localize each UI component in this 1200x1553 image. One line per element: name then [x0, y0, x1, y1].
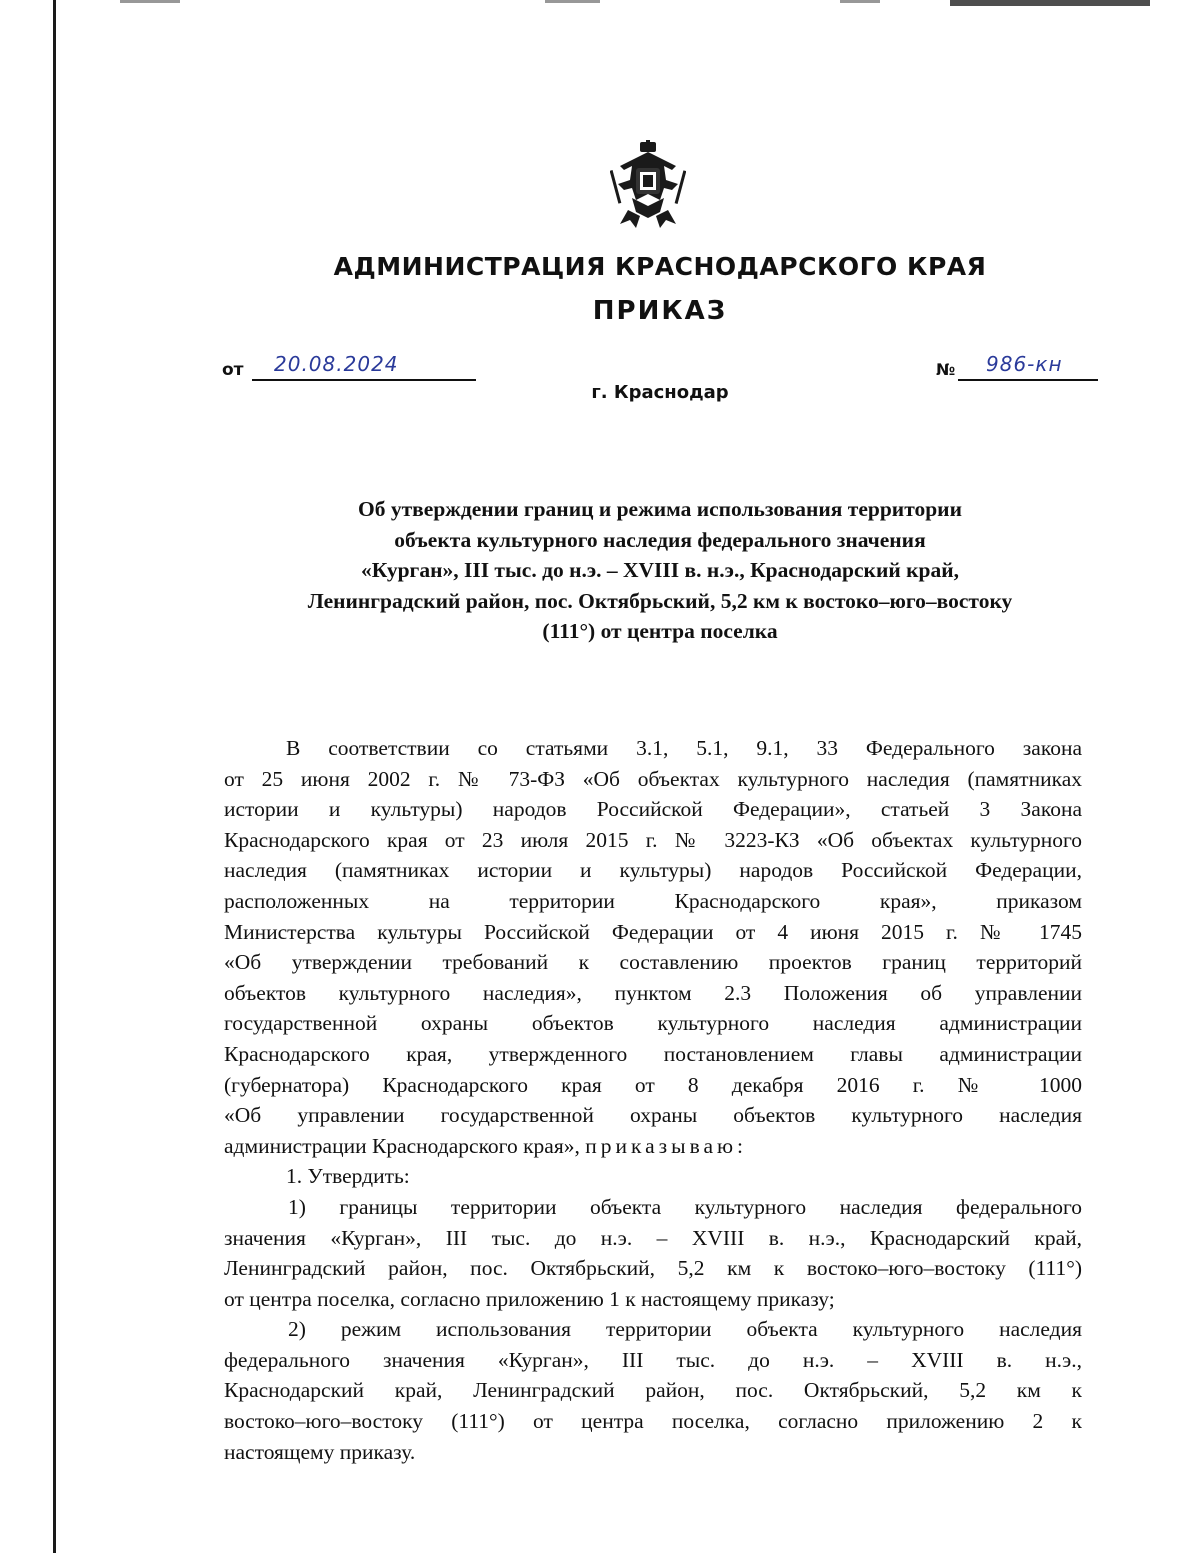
subject-line: (111°) от центра поселка [542, 619, 778, 643]
body-line: объектов культурного наследия», пунктом 2.3 Положения об управлении [224, 980, 1082, 1005]
body-line: «Об управлении государственной охраны объектов культурного наследия [224, 1103, 1082, 1128]
sub-item-1-line: Ленинградский район, пос. Октябрьский, 5,2 км к востоко–юго–востоку (111°) [224, 1256, 1082, 1281]
date-field [252, 352, 476, 381]
date-value: 20.08.2024 [274, 352, 399, 376]
scan-edge [53, 0, 56, 1553]
order-word: приказываю: [585, 1133, 748, 1158]
body-line: (губернатора) Краснодарского края от 8 декабря 2016 г. № 1000 [224, 1072, 1082, 1097]
number-value: 986-кн [986, 352, 1063, 376]
body-line: Краснодарского края от 23 июля 2015 г. № 3223-КЗ «Об объектах культурного [224, 827, 1082, 852]
body-line: Министерства культуры Российской Федерации от 4 июня 2015 г. № 1745 [224, 919, 1082, 944]
sub-item-2-line: настоящему приказу. [224, 1439, 416, 1464]
subject-line: «Курган», III тыс. до н.э. – XVIII в. н.э., Краснодарский край, [361, 558, 959, 582]
document-body [224, 733, 1082, 1467]
body-line: государственной охраны объектов культурного наследия администрации [224, 1011, 1082, 1036]
coat-of-arms-icon [610, 140, 686, 232]
document-type: ПРИКАЗ [592, 296, 728, 326]
subject-line: объекта культурного наследия федерального значения [394, 527, 926, 552]
body-line: расположенных на территории Краснодарского края», приказом [224, 888, 1082, 913]
sub-item-1-line: значения «Курган», III тыс. до н.э. – XVIII в. н.э., Краснодарский край, [224, 1225, 1082, 1250]
body-line-order [224, 1131, 1082, 1162]
item-heading: 1. Утвердить: [286, 1164, 410, 1189]
preamble-ending: администрации Краснодарского края», [224, 1133, 580, 1158]
sub-item-1-line: 1) границы территории объекта культурного наследия федерального [288, 1194, 1082, 1219]
sub-item-1-line: от центра поселка, согласно приложению 1 к настоящему приказу; [224, 1286, 835, 1311]
body-line: наследия (памятниках истории и культуры) народов Российской Федерации, [224, 858, 1082, 883]
body-line: Краснодарского края, утвержденного постановлением главы администрации [224, 1041, 1082, 1066]
date-prefix: от [222, 360, 244, 380]
body-line: истории и культуры) народов Российской Федерации», статьей 3 Закона [224, 797, 1082, 822]
subject-line: Ленинградский район, пос. Октябрьский, 5,2 км к востоко–юго–востоку [307, 588, 1013, 613]
body-line: В соответствии со статьями 3.1, 5.1, 9.1, 33 Федерального закона [286, 736, 1082, 760]
sub-item-2-line: 2) режим использования территории объекта культурного наследия [288, 1317, 1082, 1342]
sub-item-2-line: Краснодарский край, Ленинградский район, пос. Октябрьский, 5,2 км к [224, 1378, 1082, 1403]
scan-top-right-mark [950, 0, 1150, 6]
organization-title: АДМИНИСТРАЦИЯ КРАСНОДАРСКОГО КРАЯ [333, 252, 987, 281]
body-line: «Об утверждении требований к составлению проектов границ территорий [224, 950, 1082, 975]
body-line: от 25 июня 2002 г. № 73-ФЗ «Об объектах культурного наследия (памятниках [224, 766, 1082, 791]
number-field [958, 352, 1098, 381]
document-subject [200, 494, 1120, 647]
number-prefix: № [936, 360, 956, 379]
subject-line: Об утверждении границ и режима использования территории [358, 497, 962, 521]
city: г. Краснодар [591, 382, 729, 403]
sub-item-2-line: федерального значения «Курган», III тыс. до н.э. – XVIII в. н.э., [224, 1347, 1082, 1372]
sub-item-2-line: востоко–юго–востоку (111°) от центра поселка, согласно приложению 2 к [224, 1409, 1082, 1434]
